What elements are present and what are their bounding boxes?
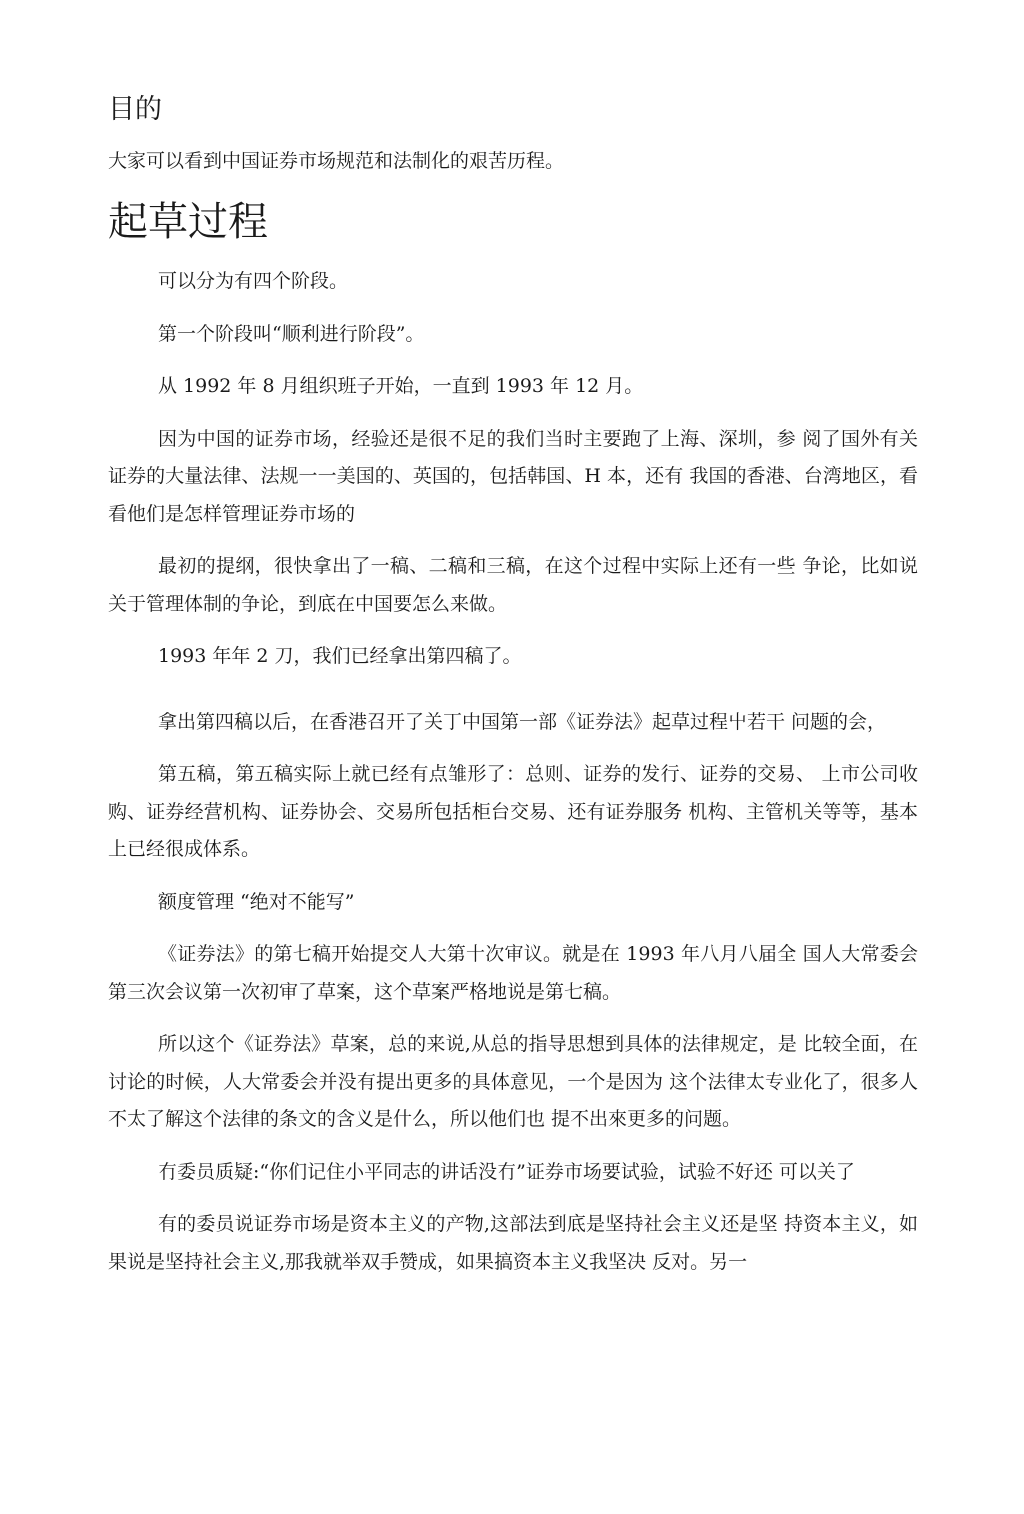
intro-sentence: 大家可以看到中国证券市场规范和法制化的艰苦历程。 — [108, 150, 565, 172]
heading-purpose: 目的 — [108, 94, 162, 125]
paragraph: 最初的提纲，很快拿出了一稿、二稿和三稿，在这个过程中实际上还有一些 争论，比如说关于管理体制的争论，到底在中国要怎么来做。 — [108, 555, 918, 615]
paragraph: 有的委员说证券市场是资本主义的产物,这部法到底是坚持社会主义还是坚 持资本主义，如果说是坚持社会主义,那我就举双手赞成，如果搞资本主义我坚决 反对。另一 — [108, 1213, 918, 1273]
paragraph: 因为中国的证券市场，经验还是很不足的我们当时主要跑了上海、深圳，参 阅了国外有关证券的大量法律、法规一一美国的、英国的，包括韩国、H 本，还有 我国的香港、台湾地区，看看他们是怎样管理证券市场的 — [108, 427, 918, 525]
paragraph: 第五稿，第五稿实际上就已经有点雏形了：总则、证券的发行、证券的交易、 上市公司收购、证券经营机构、证券协会、交易所包括柜台交易、还有证券服务 机构、主管机关等等，基本上已经很成体系。 — [108, 763, 918, 860]
document-body — [108, 263, 918, 1281]
paragraph: 1993 年年 2 刀，我们已经拿出第四稿了。 — [158, 645, 522, 667]
paragraph: 从 1992 年 8 月组织班子开始，一直到 1993 年 12 月。 — [158, 375, 644, 397]
paragraph: 额度管理 “绝对不能写” — [158, 890, 355, 913]
heading-drafting-process: 起草过程 — [108, 199, 268, 245]
paragraph: 拿出第四稿以后，在香港召开了关丁中国第一部《证券法》起草过程屮若干 问题的会， — [158, 710, 887, 733]
paragraph: 第一个阶段叫“顺利进行阶段”。 — [158, 322, 425, 345]
paragraph: 可以分为有四个阶段。 — [158, 270, 349, 292]
paragraph: 所以这个《证券法》草案，总的来说,从总的指导思想到具体的法律规定，是 比较全面，在讨论的时候，人大常委会并没有提出更多的具体意见，一个是因为 这个法律太专业化了，很多人不太了解这个法律的条文的含义是什么，所以他们也 提不出來更多的问题。 — [108, 1033, 918, 1130]
paragraph: 《证券法》的第七稿开始提交人大第十次审议。就是在 1993 年八月八届全 国人大常委会第三次会议第一次初审了草案，这个草案严格地说是第七稿。 — [108, 943, 918, 1003]
paragraph: 冇委员质疑:“你们记住小平同志的讲话没冇”证券市场要试验，试验不好还 可以关了 — [158, 1160, 855, 1183]
